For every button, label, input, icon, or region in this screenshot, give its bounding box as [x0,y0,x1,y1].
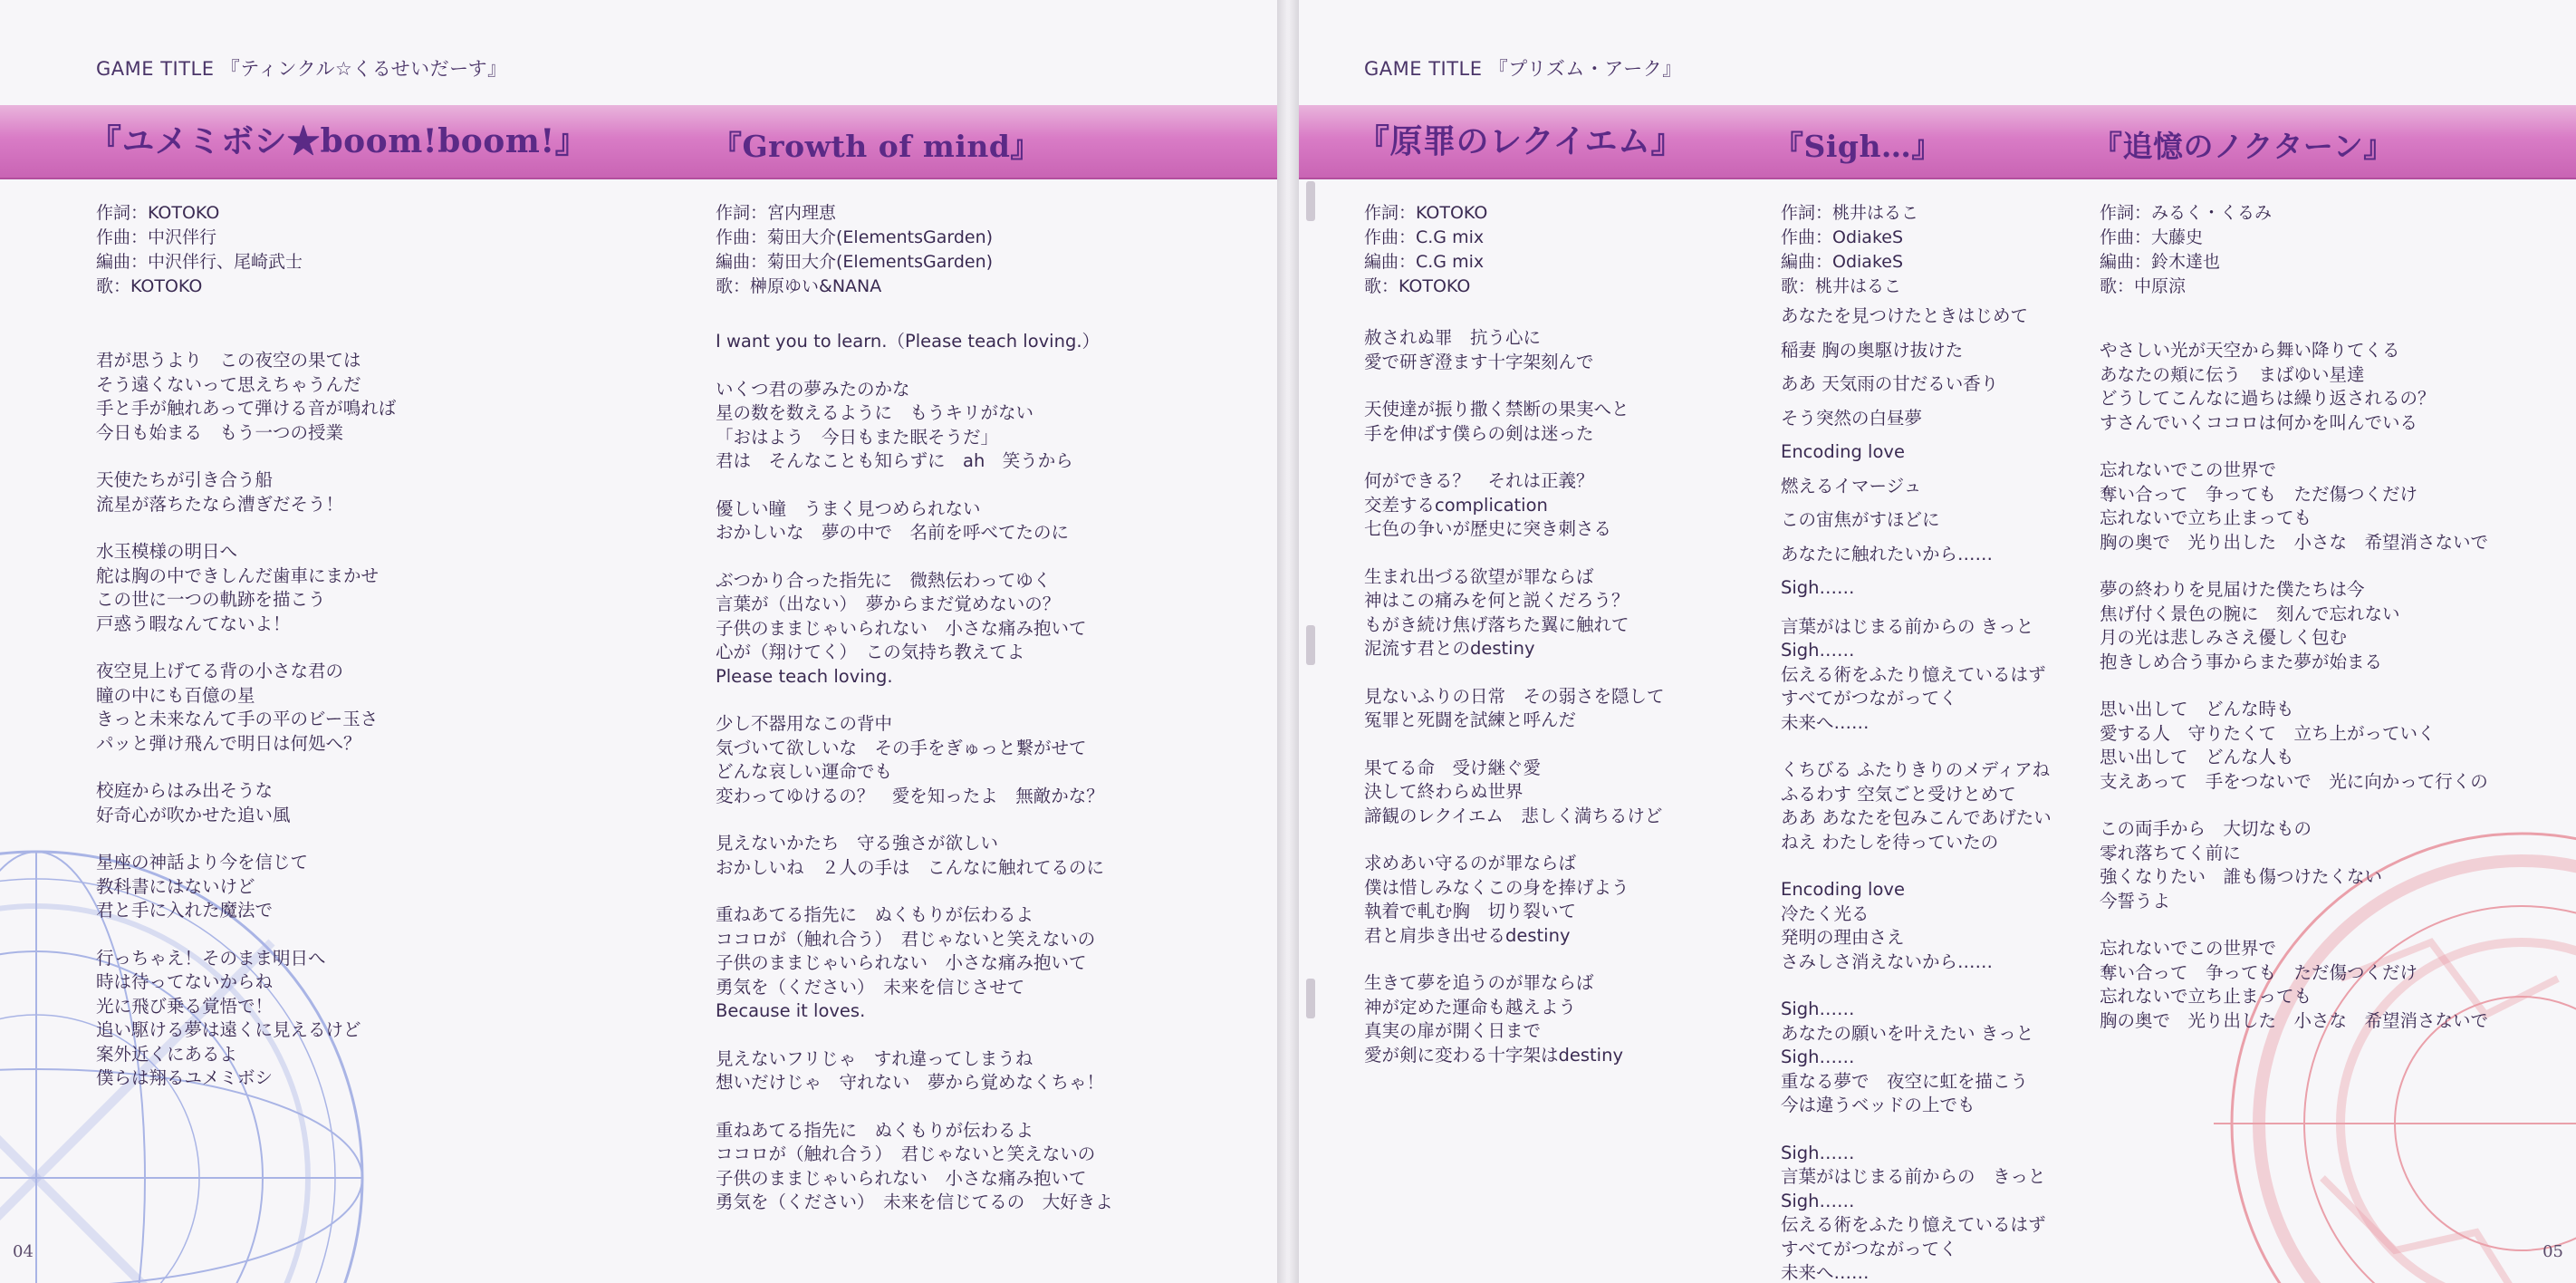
lyric-line: 星座の神話より今を信じて [96,852,309,873]
song-title: 『追憶のノクターン』 [2092,129,2394,164]
lyric-line: すべてがつながってく [1781,688,1957,709]
lyric-line: 何ができる？ それは正義？ [1364,470,1594,491]
lyric-line: 校庭からはみ出そうな [96,780,274,801]
binding-hole [1306,979,1315,1018]
credit-line: 歌：KOTOKO [1364,276,1471,296]
lyric-line: ココロが（触れ合う） 君じゃないと笑えないの [716,1143,1096,1164]
lyric-stanza [716,378,1113,474]
lyric-stanza [1364,685,1665,733]
credit-line: 作曲：大藤史 [2100,227,2204,247]
lyric-line: いくつ君の夢みたのかな [716,378,910,400]
lyric-line: 月の光は悲しみさえ優しく包む [2100,627,2348,648]
lyric-line: 想いだけじゃ 守れない 夢から覚めなくちゃ！ [716,1072,1105,1093]
lyric-line: 優しい瞳 うまく見つめられない [716,497,981,519]
lyric-line: 零れ落ちてく前に [2100,842,2241,863]
lyrics-growth-of-mind [716,330,1113,1239]
lyric-line: 重なる夢で 夜空に虹を描こう [1781,1070,2029,1092]
lyric-line: 重ねあてる指先に ぬくもりが伝わるよ [716,904,1034,925]
lyric-stanza [1781,758,2052,854]
credit-line: 歌：KOTOKO [96,276,203,296]
lyric-line: そう遠くないって思えちゃうんだ [96,373,361,395]
lyric-line: ねえ わたしを待っていたの [1781,831,1999,853]
credit-line: 歌：榊原ゆい&NANA [716,276,882,296]
lyric-line: 見えないフリじゃ すれ違ってしまうね [716,1047,1033,1069]
lyric-line: 今誓うよ [2100,890,2171,912]
lyric-stanza [1364,852,1665,948]
lyric-line: 伝える術をふたり憶えているはず [1781,663,2046,685]
right-page [1299,0,2576,1283]
lyric-line: Encoding love [1781,879,1905,900]
lyric-stanza [716,903,1113,1024]
lyric-line: 好奇心が吹かせた追い風 [96,804,291,825]
lyric-line: きっと未来なんて手の平のビー玉さ [96,709,379,729]
lyric-line: ココロが（触れ合う） 君じゃないと笑えないの [716,928,1096,950]
song-title: 『原罪のレクイエム』 [1357,122,1685,160]
lyric-line: この世に一つの軌跡を描こう [96,589,326,610]
lyric-line: 天使たちが引き合う船 [96,469,274,490]
song-title: 『Growth of mind』 [712,129,1041,164]
lyric-line: 思い出して どんな時も [2100,699,2294,719]
lyric-line: 稲妻 胸の奥駆け抜けた [1781,339,1964,361]
lyric-stanza [96,779,396,827]
credits-yumemiboshi [96,201,303,299]
binding-hole [1306,181,1315,221]
lyric-line: この宙焦がすほどに [1781,509,1940,530]
credits-genzai [1364,201,1487,299]
lyric-line: 言葉がはじまる前からの きっと [1781,615,2034,637]
lyrics-nocturne [2100,339,2488,1056]
lyric-line: この両手から 大切なもの [2100,818,2312,839]
lyric-line: パッと弾け飛んで明日は何処へ？ [96,732,361,754]
lyric-line: やさしい光が天空から舞い降りてくる [2100,340,2400,361]
lyric-line: そう突然の白昼夢 [1781,407,1923,429]
lyric-line: I want you to learn.（Please teach loving.） [716,331,1101,352]
lyric-stanza [1781,615,2052,736]
lyric-stanza [716,330,1113,354]
credit-line: 作詞：宮内理恵 [716,203,837,223]
lyric-stanza [96,660,396,756]
lyric-stanza [716,569,1113,690]
lyric-line: 光に飛び乗る覚悟で！ [96,995,274,1017]
lyric-line: あなたに触れたいから…… [1781,543,1994,564]
lyric-line: Sigh…… [1781,640,1855,661]
lyrics-sigh [1781,304,2052,1283]
credit-line: 編曲：菊田大介(ElementsGarden) [716,252,994,272]
lyric-line: 僕は惜しみなくこの身を捧げよう [1364,876,1629,898]
lyric-line: 君と手に入れた魔法で [96,900,274,921]
lyric-stanza [1364,757,1665,829]
lyric-line: 忘れないでこの世界で [2100,938,2277,959]
lyric-line: 胸の奥で 光り出した 小さな 希望消さないで [2100,531,2489,553]
lyric-line: 戸惑う暇なんてないよ！ [96,613,291,634]
lyric-stanza [716,1047,1113,1095]
lyric-stanza [1364,971,1665,1067]
credit-line: 作詞：みるく・くるみ [2100,203,2273,223]
lyric-line: 未来へ…… [1781,1262,1870,1283]
lyric-line: 星の数を数えるように もうキリがない [716,402,1034,423]
lyric-line: 抱きしめ合う事からまた夢が始まる [2100,651,2383,672]
lyric-line: 今日も始まる もう一つの授業 [96,421,344,443]
lyric-line: 言葉がはじまる前からの きっと [1781,1166,2046,1187]
lyric-stanza [716,1119,1113,1215]
lyric-stanza [1364,398,1665,446]
lyric-line: 心が（翔けてく） この気持ち教えてよ [716,642,1025,662]
lyric-stanza [1781,1142,2052,1283]
lyric-line: 燃えるイマージュ [1781,475,1922,497]
credit-line: 作詞：桃井はるこ [1781,203,1919,223]
lyric-line: 君と肩歩き出せるdestiny [1364,924,1571,946]
lyric-line: 夜空見上げてる背の小さな君の [96,661,344,681]
lyric-line: 支えあって 手をつないで 光に向かって行くの [2100,770,2488,792]
lyric-line: Sigh…… [1781,1142,1855,1163]
credits-growth-of-mind [716,201,993,299]
game-title: GAME TITLE 『ティンクル☆くるせいだーす』 [96,58,507,80]
lyric-line: 舵は胸の中できしんだ歯車にまかせ [96,564,380,586]
lyric-stanza [2100,458,2488,555]
lyric-line: すさんでいくココロは何かを叫んでいる [2100,411,2418,433]
lyric-line: 追い駆ける夢は遠くに見えるけど [96,1019,361,1040]
credits-nocturne [2100,201,2272,299]
lyric-stanza [2100,817,2488,913]
left-page [0,0,1277,1283]
lyric-line: 冤罪と死闘を試練と呼んだ [1364,709,1577,730]
lyric-line: 変わってゆけるの？ 愛を知ったよ 無敵かな？ [716,785,1104,806]
credit-line: 歌：中原涼 [2100,276,2187,296]
lyric-line: ふるわす 空気ごと受けとめて [1781,783,2016,805]
lyric-line: Please teach loving. [716,665,893,687]
lyric-line: 執着で軋む胸 切り裂いて [1364,901,1577,921]
lyric-line: 教科書にはないけど [96,875,255,897]
lyric-line: 手と手が触れあって弾ける音が鳴れば [96,398,397,419]
lyric-line: さみしさ消えないから…… [1781,950,1994,972]
lyric-line: 赦されぬ罪 抗う心に [1364,327,1542,348]
lyric-line: 案外近くにあるよ [96,1043,238,1065]
lyric-line: 少し不器用なこの背中 [716,713,893,734]
lyric-line: 七色の争いが歴史に突き刺さる [1364,518,1612,539]
lyric-stanza [2100,578,2488,674]
lyric-line: 天使達が振り撒く禁断の果実へと [1364,399,1629,420]
lyric-line: Sigh…… [1781,577,1855,598]
lyric-line: 重ねあてる指先に ぬくもりが伝わるよ [716,1119,1034,1141]
lyric-line: 愛で研ぎ澄ます十字架刻んで [1364,351,1594,372]
credit-line: 作詞：KOTOKO [1364,203,1488,223]
lyric-line: あなたの頬に伝う まばゆい星達 [2100,363,2365,385]
lyric-stanza [2100,937,2488,1033]
lyric-line: 求めあい守るのが罪ならば [1364,853,1577,873]
lyric-line: 強くなりたい 誰も傷つけたくない [2100,866,2383,887]
lyric-stanza [716,497,1113,545]
lyric-stanza [2100,339,2488,435]
lyric-stanza [1364,469,1665,542]
song-title: 『ユメミボシ★boom!boom!』 [89,122,589,160]
binding-hole [1306,625,1315,665]
lyric-line: 果てる命 受け継ぐ愛 [1364,757,1542,778]
lyric-stanza [1781,878,2052,974]
lyric-line: どんな哀しい運命でも [716,761,893,782]
lyric-line: 見ないふりの日常 その弱さを隠して [1364,685,1665,707]
lyric-stanza [1364,326,1665,374]
credit-line: 作曲：菊田大介(ElementsGarden) [716,227,994,247]
lyric-line: 勇気を（ください） 未来を信じさせて [716,976,1025,998]
credits-sigh [1781,201,1918,299]
credit-line: 作曲：中沢伴行 [96,227,217,247]
lyric-line: 水玉模様の明日へ [96,541,238,562]
lyric-line: どうしてこんなに過ちは繰り返されるの？ [2100,388,2436,409]
lyric-stanza [716,712,1113,808]
lyric-line: 泥流す君とのdestiny [1364,638,1535,659]
lyric-line: 子供のままじゃいられない 小さな痛み抱いて [716,952,1087,973]
book-gutter [1277,0,1299,1283]
lyric-line: 今は違うベッドの上でも [1781,1095,1975,1115]
lyric-line: 「おはよう 今日もまた眠そうだ」 [716,426,999,448]
game-title: GAME TITLE 『プリズム・アーク』 [1364,58,1682,80]
lyric-stanza [96,947,396,1091]
lyric-line: ああ あなたを包みこんであげたい [1781,807,2052,828]
lyric-stanza [1781,304,2052,601]
lyric-line: Encoding love [1781,441,1905,462]
lyric-line: あなたの願いを叶えたい きっと [1781,1022,2034,1044]
lyric-line: 子供のままじゃいられない 小さな痛み抱いて [716,617,1087,639]
lyric-line: 手を伸ばす僕らの剣は迷った [1364,422,1594,444]
credit-line: 編曲：中沢伴行、尾崎武士 [96,252,303,272]
lyric-line: 愛が剣に変わる十字架はdestiny [1364,1044,1623,1066]
lyric-line: 見えないかたち 守る強さが欲しい [716,833,999,854]
credit-line: 作曲：OdiakeS [1781,227,1904,247]
song-title: 『Sigh…』 [1773,129,1942,164]
lyric-line: もがき続け焦げ落ちた翼に触れて [1364,613,1629,635]
lyric-line: 生まれ出づる欲望が罪ならば [1364,565,1594,587]
lyric-line: 言葉が（出ない） 夢からまだ覚めないの？ [716,593,1061,614]
lyric-line: すべてがつながってく [1781,1238,1957,1259]
lyric-line: Sigh…… [1781,998,1855,1019]
lyric-line: 僕らは翔るユメミボシ [96,1067,274,1088]
page-number: 05 [2542,1242,2563,1261]
lyric-line: 神はこの痛みを何と説くだろう？ [1364,590,1629,611]
lyric-line: あなたを見つけたときはじめて [1781,305,2029,326]
lyric-stanza [96,540,396,636]
lyric-line: 子供のままじゃいられない 小さな痛み抱いて [716,1167,1087,1189]
lyric-stanza [1781,998,2052,1118]
lyric-line: 忘れないでこの世界で [2100,459,2277,480]
lyric-line: 瞳の中にも百億の星 [96,684,255,706]
lyric-line: 胸の奥で 光り出した 小さな 希望消さないで [2100,1009,2489,1031]
lyric-line: 思い出して どんな人も [2100,747,2294,767]
lyric-line: 決して終わらぬ世界 [1364,781,1523,802]
lyric-line: 冷たく光る [1781,902,1870,924]
lyric-line: Sigh…… [1781,1190,1855,1211]
lyric-stanza [96,468,396,516]
lyric-line: 奪い合って 争っても ただ傷つくだけ [2100,483,2418,505]
lyric-line: Because it loves. [716,1000,866,1021]
lyric-line: 交差するcomplication [1364,494,1548,516]
lyric-line: 気づいて欲しいな その手をぎゅっと繋がせて [716,737,1087,758]
credit-line: 編曲：鈴木達也 [2100,252,2221,272]
lyric-line: 流星が落ちたなら漕ぎだそう！ [96,493,344,515]
lyrics-genzai [1364,326,1665,1091]
lyric-line: 行っちゃえ！そのまま明日へ [96,947,326,969]
lyric-line: 君が思うより この夜空の果ては [96,350,361,371]
lyric-stanza [96,349,396,445]
lyric-line: おかしいね ２人の手は こんなに触れてるのに [716,856,1105,878]
lyrics-yumemiboshi [96,349,396,1114]
credit-line: 編曲：OdiakeS [1781,252,1904,272]
lyric-line: 真実の扉が開く日まで [1364,1020,1542,1041]
lyric-line: ああ 天気雨の甘だるい香り [1781,373,1999,394]
lyric-stanza [96,851,396,923]
lyric-line: 夢の終わりを見届けた僕たちは今 [2100,579,2365,600]
lyric-line: 時は待ってないからね [96,971,274,992]
lyric-line: 焦げ付く景色の腕に 刻んで忘れない [2100,603,2400,624]
lyric-line: 発明の理由さえ [1781,927,1905,948]
page-number: 04 [13,1242,34,1261]
lyric-line: 愛する人 守りたくて 立ち上がっていく [2100,722,2436,744]
lyric-line: 君は そんなことも知らずに ah 笑うから [716,450,1073,471]
lyric-line: ぶつかり合った指先に 微熱伝わってゆく [716,569,1052,591]
lyric-line: おかしいな 夢の中で 名前を呼べてたのに [716,522,1070,543]
lyric-line: くちびる ふたりきりのメディアね [1781,759,2051,780]
lyric-line: 諦観のレクイエム 悲しく満ちるけど [1364,805,1663,826]
lyric-line: 奪い合って 争っても ただ傷つくだけ [2100,961,2418,983]
credit-line: 作曲：C.G mix [1364,227,1485,247]
lyric-line: 伝える術をふたり憶えているはず [1781,1214,2046,1235]
lyric-line: 生きて夢を追うのが罪ならば [1364,972,1594,993]
lyric-line: 勇気を（ください） 未来を信じてるの 大好きよ [716,1191,1113,1212]
lyric-line: 神が定めた運命も越えよう [1364,996,1577,1018]
lyric-line: 忘れないで立ち止まっても [2100,986,2312,1007]
lyric-stanza [716,832,1113,880]
lyric-stanza [1364,565,1665,661]
lyric-line: 未来へ…… [1781,711,1870,733]
credit-line: 作詞：KOTOKO [96,203,220,223]
lyric-stanza [2100,698,2488,794]
credit-line: 歌：桃井はるこ [1781,276,1902,296]
lyric-line: 忘れないで立ち止まっても [2100,507,2312,528]
credit-line: 編曲：C.G mix [1364,252,1485,272]
lyric-line: Sigh…… [1781,1047,1855,1067]
